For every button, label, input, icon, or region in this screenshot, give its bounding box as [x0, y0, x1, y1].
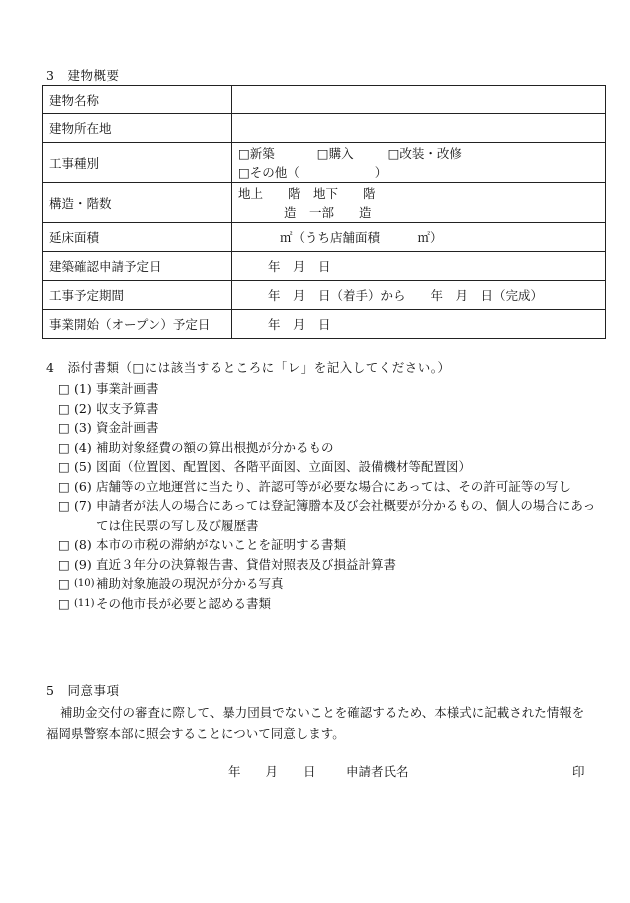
item-text: 補助対象施設の現況が分かる写真: [96, 576, 284, 591]
list-item: [58, 496, 598, 535]
item-number: (9): [74, 556, 92, 572]
checkbox-doc-2[interactable]: □: [58, 400, 70, 416]
checkbox-doc-5[interactable]: □: [58, 459, 70, 474]
list-item: [58, 555, 598, 575]
table-row: [43, 86, 606, 114]
item-number: (6): [74, 478, 92, 494]
item-text: 申請者が法人の場合にあっては登記簿謄本及び会社概要が分かるもの、個人の場合にあっては住民票の写し及び履歴書: [96, 498, 596, 533]
table-row: [43, 143, 606, 183]
seal-mark: 印: [572, 764, 585, 779]
item-text: 直近３年分の決算報告書、貸借対照表及び損益計算書: [96, 556, 397, 572]
item-number: (3): [74, 420, 92, 435]
structure-text: 造 一部 造: [284, 204, 372, 220]
checkbox-doc-10[interactable]: □: [58, 576, 70, 591]
list-item: [58, 574, 598, 594]
item-number: (2): [74, 400, 92, 416]
list-item: [58, 438, 598, 458]
list-item: [58, 457, 598, 477]
table-row: [43, 183, 606, 223]
building-overview-table: [42, 85, 606, 339]
item-number: (5): [74, 459, 92, 474]
row-label: 工事予定期間: [43, 281, 232, 310]
floor-area-field[interactable]: ㎡（うち店舗面積 ㎡）: [232, 223, 606, 252]
item-text: 店舗等の立地運営に当たり、許認可等が必要な場合にあっては、その許可証等の写し: [96, 478, 571, 494]
item-text: その他市長が必要と認める書類: [96, 595, 272, 611]
section5-title: 5 同意事項: [46, 683, 120, 698]
table-row: [43, 252, 606, 281]
checkbox-doc-9[interactable]: □: [58, 556, 70, 572]
item-text: 資金計画書: [96, 420, 159, 435]
building-confirmation-date-field[interactable]: 年 月 日: [232, 252, 606, 281]
table-row: [43, 223, 606, 252]
item-number: (1): [74, 381, 92, 396]
checkbox-other[interactable]: □その他（ ）: [238, 164, 388, 180]
floors-text: 地上 階 地下 階: [238, 185, 376, 201]
structure-floors-cell[interactable]: [232, 183, 606, 223]
item-number: (11): [74, 597, 95, 609]
row-label: 工事種別: [43, 143, 232, 183]
row-label: 建物所在地: [43, 114, 232, 143]
checkbox-new-build[interactable]: □新築: [238, 145, 275, 161]
checkbox-doc-3[interactable]: □: [58, 420, 70, 435]
list-item: [58, 535, 598, 555]
building-address-field[interactable]: [232, 114, 606, 143]
item-text: 本市の市税の滞納がないことを証明する書類: [96, 537, 347, 552]
checkbox-doc-1[interactable]: □: [58, 381, 70, 396]
applicant-name-label: 申請者氏名: [346, 764, 409, 779]
row-label: 建物名称: [43, 86, 232, 114]
checkbox-renovation[interactable]: □改装・改修: [387, 145, 462, 161]
checkbox-doc-11[interactable]: □: [58, 595, 70, 611]
row-label: 建築確認申請予定日: [43, 252, 232, 281]
item-number: (8): [74, 537, 92, 552]
list-item: [58, 399, 598, 419]
checkbox-purchase[interactable]: □購入: [316, 145, 354, 161]
checkbox-doc-8[interactable]: □: [58, 537, 70, 552]
row-label: 構造・階数: [43, 183, 232, 223]
item-number: (10): [74, 578, 95, 589]
building-name-field[interactable]: [232, 86, 606, 114]
section4-title: 4 添付書類（□には該当するところに「レ」を記入してください。）: [46, 360, 451, 375]
consent-text: 補助金交付の審査に際して、暴力団員でないことを確認するため、本様式に記載された情報を福岡県警察本部に照会することについて同意します。: [46, 705, 585, 741]
item-number: (7): [74, 498, 92, 513]
table-row: [43, 310, 606, 339]
signature-date[interactable]: 年 月 日: [228, 764, 316, 779]
list-item: [58, 594, 598, 614]
row-label: 延床面積: [43, 223, 232, 252]
item-text: 事業計画書: [96, 381, 159, 396]
row-label: 事業開始（オープン）予定日: [43, 310, 232, 339]
table-row: [43, 114, 606, 143]
section3-title: 3 建物概要: [46, 68, 120, 83]
item-number: (4): [74, 439, 92, 455]
construction-type-cell: [232, 143, 606, 183]
item-text: 収支予算書: [96, 400, 159, 416]
attachment-list: [58, 379, 598, 613]
checkbox-doc-7[interactable]: □: [58, 498, 70, 513]
item-text: 補助対象経費の額の算出根拠が分かるもの: [96, 439, 334, 455]
checkbox-doc-4[interactable]: □: [58, 439, 70, 455]
table-row: [43, 281, 606, 310]
business-start-date-field[interactable]: 年 月 日: [232, 310, 606, 339]
list-item: [58, 379, 598, 399]
construction-period-field[interactable]: 年 月 日（着手）から 年 月 日（完成）: [232, 281, 606, 310]
item-text: 図面（位置図、配置図、各階平面図、立面図、設備機材等配置図）: [96, 459, 472, 474]
list-item: [58, 418, 598, 438]
checkbox-doc-6[interactable]: □: [58, 478, 70, 494]
list-item: [58, 477, 598, 497]
